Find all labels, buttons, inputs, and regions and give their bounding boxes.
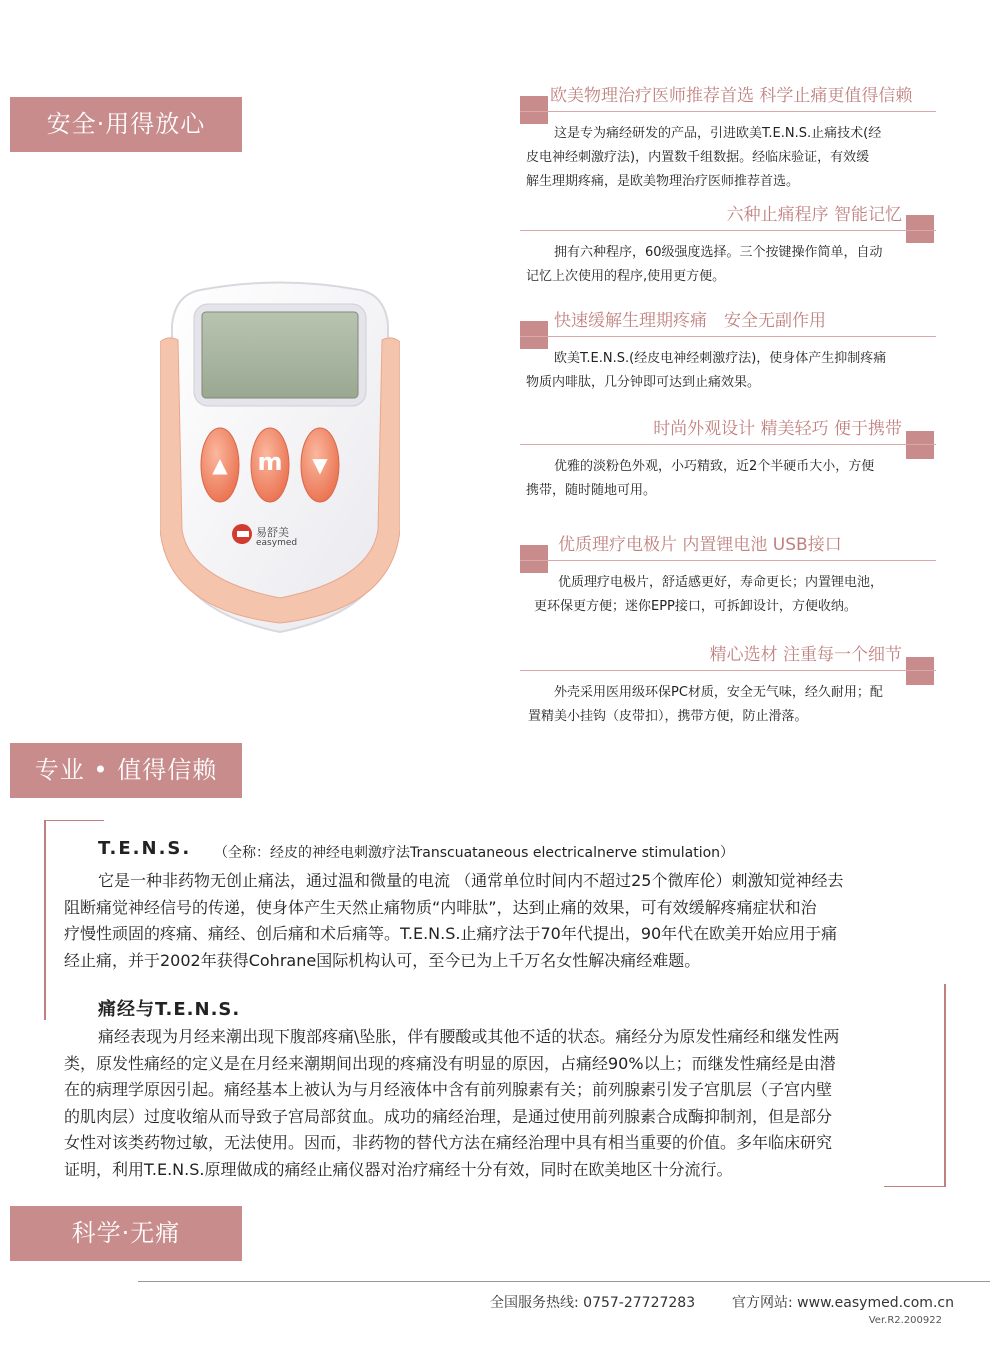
frame-line <box>44 820 104 821</box>
frame-left-bar <box>44 820 46 1020</box>
feature-title: 六种止痛程序 智能记忆 <box>726 205 902 225</box>
feature-body: 欧美T.E.N.S.(经皮电神经刺激疗法)，使身体产生抑制疼痛 物质内啡肽，几分钟即可达到止痛效果。 <box>526 351 887 390</box>
divider <box>520 444 936 445</box>
feature-body: 优质理疗电极片，舒适感更好，寿命更长；内置锂电池， 更环保更方便；迷你EPP接口，可拆卸设计，方便收纳。 <box>534 575 884 614</box>
frame-right-bar <box>944 984 946 1186</box>
tens-paragraph: 它是一种非药物无创止痛法，通过温和微量的电流 （通常单位时间内不超过25个微库伦）刺激知觉神经去 阻断痛觉神经信号的传递，使身体产生天然止痛物质“内啡肽”，达到止痛的效果，可有效缓解疼痛症状和治 疗慢性顽固的疼痛、痛经、创后痛和术后痛等。T.E.N.S.止痛疗法于70年代提出，90年代在欧美开始应用于痛 经止痛，并于2002年获得Cohrane国际机构认可，至今已为上千万名女性解决痛经难题。 <box>64 871 844 970</box>
device-brand-en: easymed <box>256 538 298 548</box>
feature-marker <box>520 96 548 124</box>
button-mode-icon[interactable]: m <box>257 448 283 476</box>
feature-title: 欧美物理治疗医师推荐首选 科学止痛更值得信赖 <box>550 86 913 106</box>
feature-title: 精心选材 注重每一个细节 <box>709 645 902 665</box>
button-up-icon[interactable]: ▲ <box>212 453 228 477</box>
feature-body: 优雅的淡粉色外观，小巧精致，近2个半硬币大小，方便 携带，随时随地可用。 <box>526 459 875 498</box>
tens-fullname: （全称：经皮的神经电刺激疗法Transcuataneous electricalnerve stimulation） <box>214 845 735 861</box>
section-tag-science: 科学·无痛 <box>10 1206 242 1261</box>
tens-heading: T.E.N.S. <box>98 838 192 859</box>
feature-title: 优质理疗电极片 内置锂电池 USB接口 <box>558 535 842 555</box>
divider <box>520 111 936 112</box>
version-label: Ver.R2.200922 <box>868 1315 942 1326</box>
feature-marker <box>906 215 934 243</box>
footer-website[interactable]: 官方网站: www.easymed.com.cn <box>732 1295 954 1311</box>
feature-body: 拥有六种程序，60级强度选择。三个按键操作简单，自动 记忆上次使用的程序,使用更方便。 <box>526 245 883 284</box>
dysmenorrhea-paragraph: 痛经表现为月经来潮出现下腹部疼痛\坠胀，伴有腰酸或其他不适的状态。痛经分为原发性痛经和继发性两 类，原发性痛经的定义是在月经来潮期间出现的疼痛没有明显的原因，占痛经90%以上；而继发性痛经是由潜 在的病理学原因引起。痛经基本上被认为与月经液体中含有前列腺素有关；前列腺素引发子宫肌层（子宫内壁 的肌肉层）过度收缩从而导致子宫局部贫血。成功的痛经治理，是通过使用前列腺素合成酶抑制剂，但是部分 女性对该类药物过敏，无法使用。因而，非药物的替代方法在痛经治理中具有相当重要的价值。多年临床研究 证明，利用T.E.N.S.原理做成的痛经止痛仪器对治疗痛经十分有效，同时在欧美地区十分流行。 <box>64 1027 840 1179</box>
divider <box>520 336 936 337</box>
feature-title: 时尚外观设计 精美轻巧 便于携带 <box>653 419 902 439</box>
footer-hotline: 全国服务热线: 0757-27727283 <box>490 1295 696 1311</box>
tens-device-image <box>160 280 400 640</box>
divider <box>520 560 936 561</box>
feature-marker <box>520 545 548 573</box>
divider <box>520 230 936 231</box>
button-down-icon[interactable]: ▼ <box>312 453 328 477</box>
feature-body: 这是专为痛经研发的产品，引进欧美T.E.N.S.止痛技术(经 皮电神经刺激疗法)，内置数千组数据。经临床验证，有效缓 解生理期疼痛，是欧美物理治疗医师推荐首选。 <box>526 126 882 189</box>
footer-divider <box>138 1281 990 1282</box>
divider <box>520 670 936 671</box>
section-tag-safety: 安全·用得放心 <box>10 97 242 152</box>
device-brand-cn: 易舒美 <box>256 526 289 539</box>
dysmenorrhea-heading: 痛经与T.E.N.S. <box>98 999 241 1020</box>
feature-title: 快速缓解生理期疼痛 安全无副作用 <box>554 311 826 331</box>
feature-body: 外壳采用医用级环保PC材质，安全无气味，经久耐用；配 置精美小挂钩（皮带扣），携带方便，防止滑落。 <box>528 685 883 724</box>
frame-line <box>884 1186 946 1187</box>
section-tag-professional: 专业 • 值得信赖 <box>10 743 242 798</box>
feature-marker <box>520 321 548 349</box>
